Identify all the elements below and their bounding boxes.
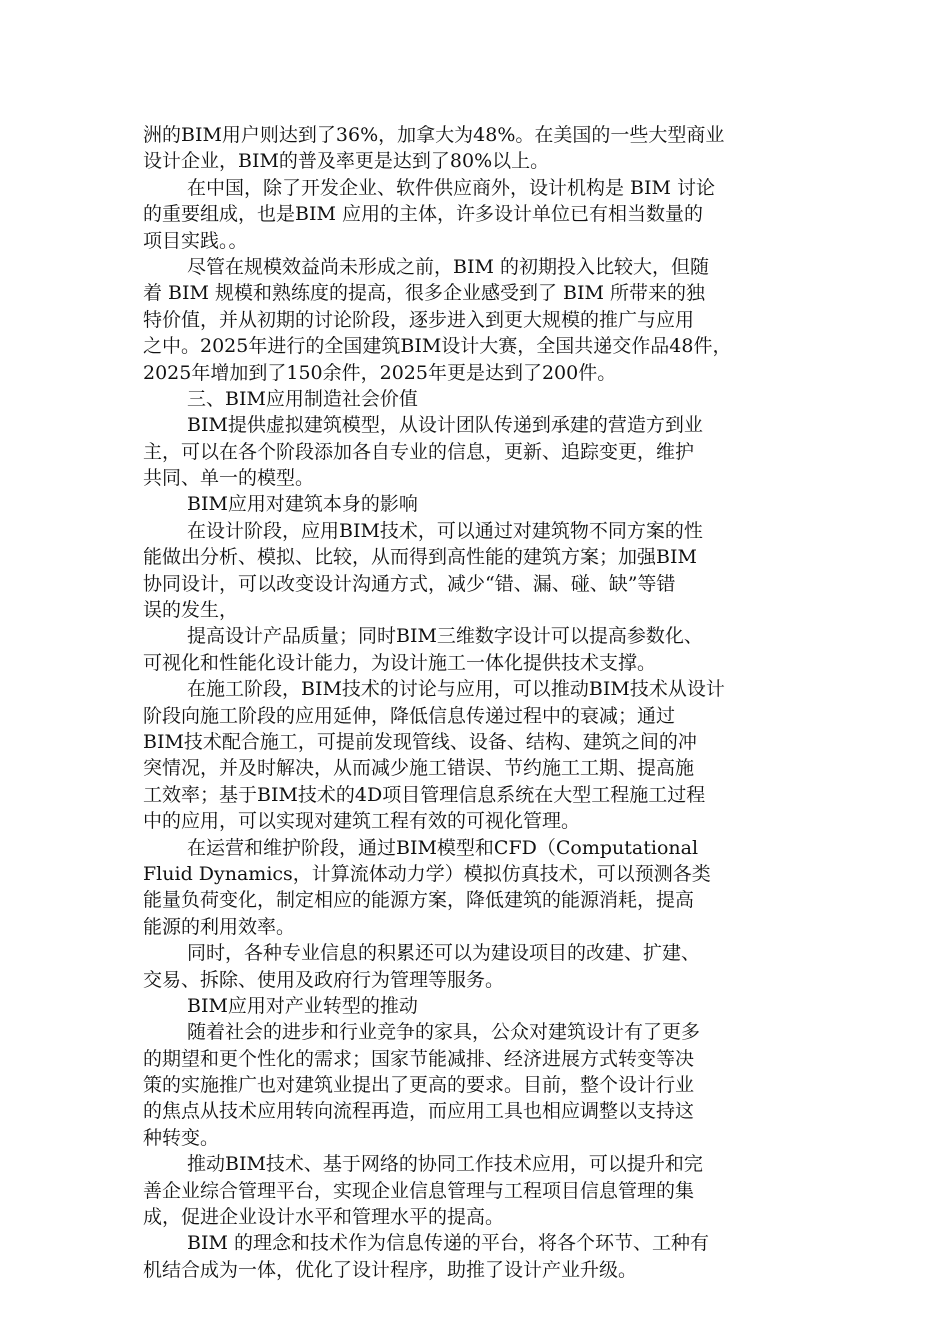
- text-line: 中的应用，可以实现对建筑工程有效的可视化管理。: [143, 810, 581, 833]
- text-line: 阶段向施工阶段的应用延伸，降低信息传递过程中的衰减；通过: [143, 704, 676, 727]
- text-line: 提高设计产品质量；同时BIM三维数字设计可以提高参数化、: [187, 625, 703, 648]
- text-line: 能做出分析、模拟、比较，从而得到高性能的建筑方案；加强BIM: [143, 546, 697, 569]
- text-line: 2025年增加到了150余件，2025年更是达到了200件。: [143, 361, 617, 384]
- text-line: 能量负荷变化，制定相应的能源方案，降低建筑的能源消耗，提高: [143, 889, 695, 912]
- text-line: 策的实施推广也对建筑业提出了更高的要求。目前，整个设计行业: [143, 1074, 695, 1097]
- text-line: 协同设计，可以改变设计沟通方式，减少“错、漏、碰、缺”等错: [143, 572, 676, 595]
- text-line: 随着社会的进步和行业竞争的家具，公众对建筑设计有了更多: [187, 1021, 701, 1044]
- text-line: 的期望和更个性化的需求；国家节能减排、经济进展方式转变等决: [143, 1047, 695, 1070]
- text-line: 误的发生，: [143, 599, 239, 622]
- text-line: 着 BIM 规模和熟练度的提高，很多企业感受到了 BIM 所带来的独: [143, 282, 706, 305]
- text-line: 洲的BIM用户则达到了36%，加拿大为48%。在美国的一些大型商业: [143, 124, 725, 146]
- text-line: 特价值，并从初期的讨论阶段，逐步进入到更大规模的推广与应用: [143, 308, 695, 331]
- text-line: 的焦点从技术应用转向流程再造，而应用工具也相应调整以支持这: [143, 1100, 695, 1123]
- text-line: 交易、拆除、使用及政府行为管理等服务。: [143, 968, 505, 991]
- text-line: 推动BIM技术、基于网络的协同工作技术应用，可以提升和完: [187, 1153, 703, 1176]
- text-line: 设计企业，BIM的普及率更是达到了80%以上。: [143, 150, 550, 173]
- text-line: 工效率；基于BIM技术的4D项目管理信息系统在大型工程施工过程: [143, 783, 706, 806]
- text-line: 的重要组成，也是BIM 应用的主体，许多设计单位已有相当数量的: [143, 203, 703, 226]
- text-line: 共同、单一的模型。: [143, 467, 315, 490]
- text-line: 之中。2025年进行的全国建筑BIM设计大赛，全国共递交作品48件，: [143, 335, 732, 358]
- text-line: 能源的利用效率。: [143, 915, 296, 938]
- text-line: BIM技术配合施工，可提前发现管线、设备、结构、建筑之间的冲: [143, 730, 697, 753]
- text-line: 主，可以在各个阶段添加各自专业的信息，更新、追踪变更，维护: [143, 440, 695, 463]
- text-line: 成，促进企业设计水平和管理水平的提高。: [143, 1206, 505, 1229]
- text-line: 在施工阶段，BIM技术的讨论与应用，可以推动BIM技术从设计: [187, 678, 725, 701]
- document-body: [143, 122, 811, 1283]
- text-line: 在中国，除了开发企业、软件供应商外，设计机构是 BIM 讨论: [187, 176, 716, 199]
- text-line: BIM应用对产业转型的推动: [187, 994, 418, 1017]
- text-line: 同时，各种专业信息的积累还可以为建设项目的改建、扩建、: [187, 942, 701, 965]
- text-line: 尽管在规模效益尚未形成之前，BIM 的初期投入比较大，但随: [187, 255, 709, 278]
- text-line: 在设计阶段，应用BIM技术，可以通过对建筑物不同方案的性: [187, 519, 703, 542]
- text-line: 突情况，并及时解决，从而减少施工错误、节约施工工期、提高施: [143, 757, 695, 780]
- text-line: 三、BIM应用制造社会价值: [187, 387, 418, 410]
- text-line: BIM提供虚拟建筑模型，从设计团队传递到承建的营造方到业: [187, 414, 703, 437]
- text-line: 可视化和性能化设计能力，为设计施工一体化提供技术支撑。: [143, 651, 657, 674]
- text-line: BIM 的理念和技术作为信息传递的平台，将各个环节、工种有: [187, 1232, 709, 1255]
- text-line: 机结合成为一体，优化了设计程序，助推了设计产业升级。: [143, 1258, 638, 1281]
- text-line: 种转变。: [143, 1126, 220, 1149]
- text-line: 在运营和维护阶段，通过BIM模型和CFD（Computational: [187, 836, 699, 859]
- text-line: BIM应用对建筑本身的影响: [187, 493, 418, 516]
- text-line: Fluid Dynamics，计算流体动力学）模拟仿真技术，可以预测各类: [143, 862, 711, 885]
- text-line: 项目实践。。: [143, 229, 248, 252]
- text-line: 善企业综合管理平台，实现企业信息管理与工程项目信息管理的集: [143, 1179, 695, 1202]
